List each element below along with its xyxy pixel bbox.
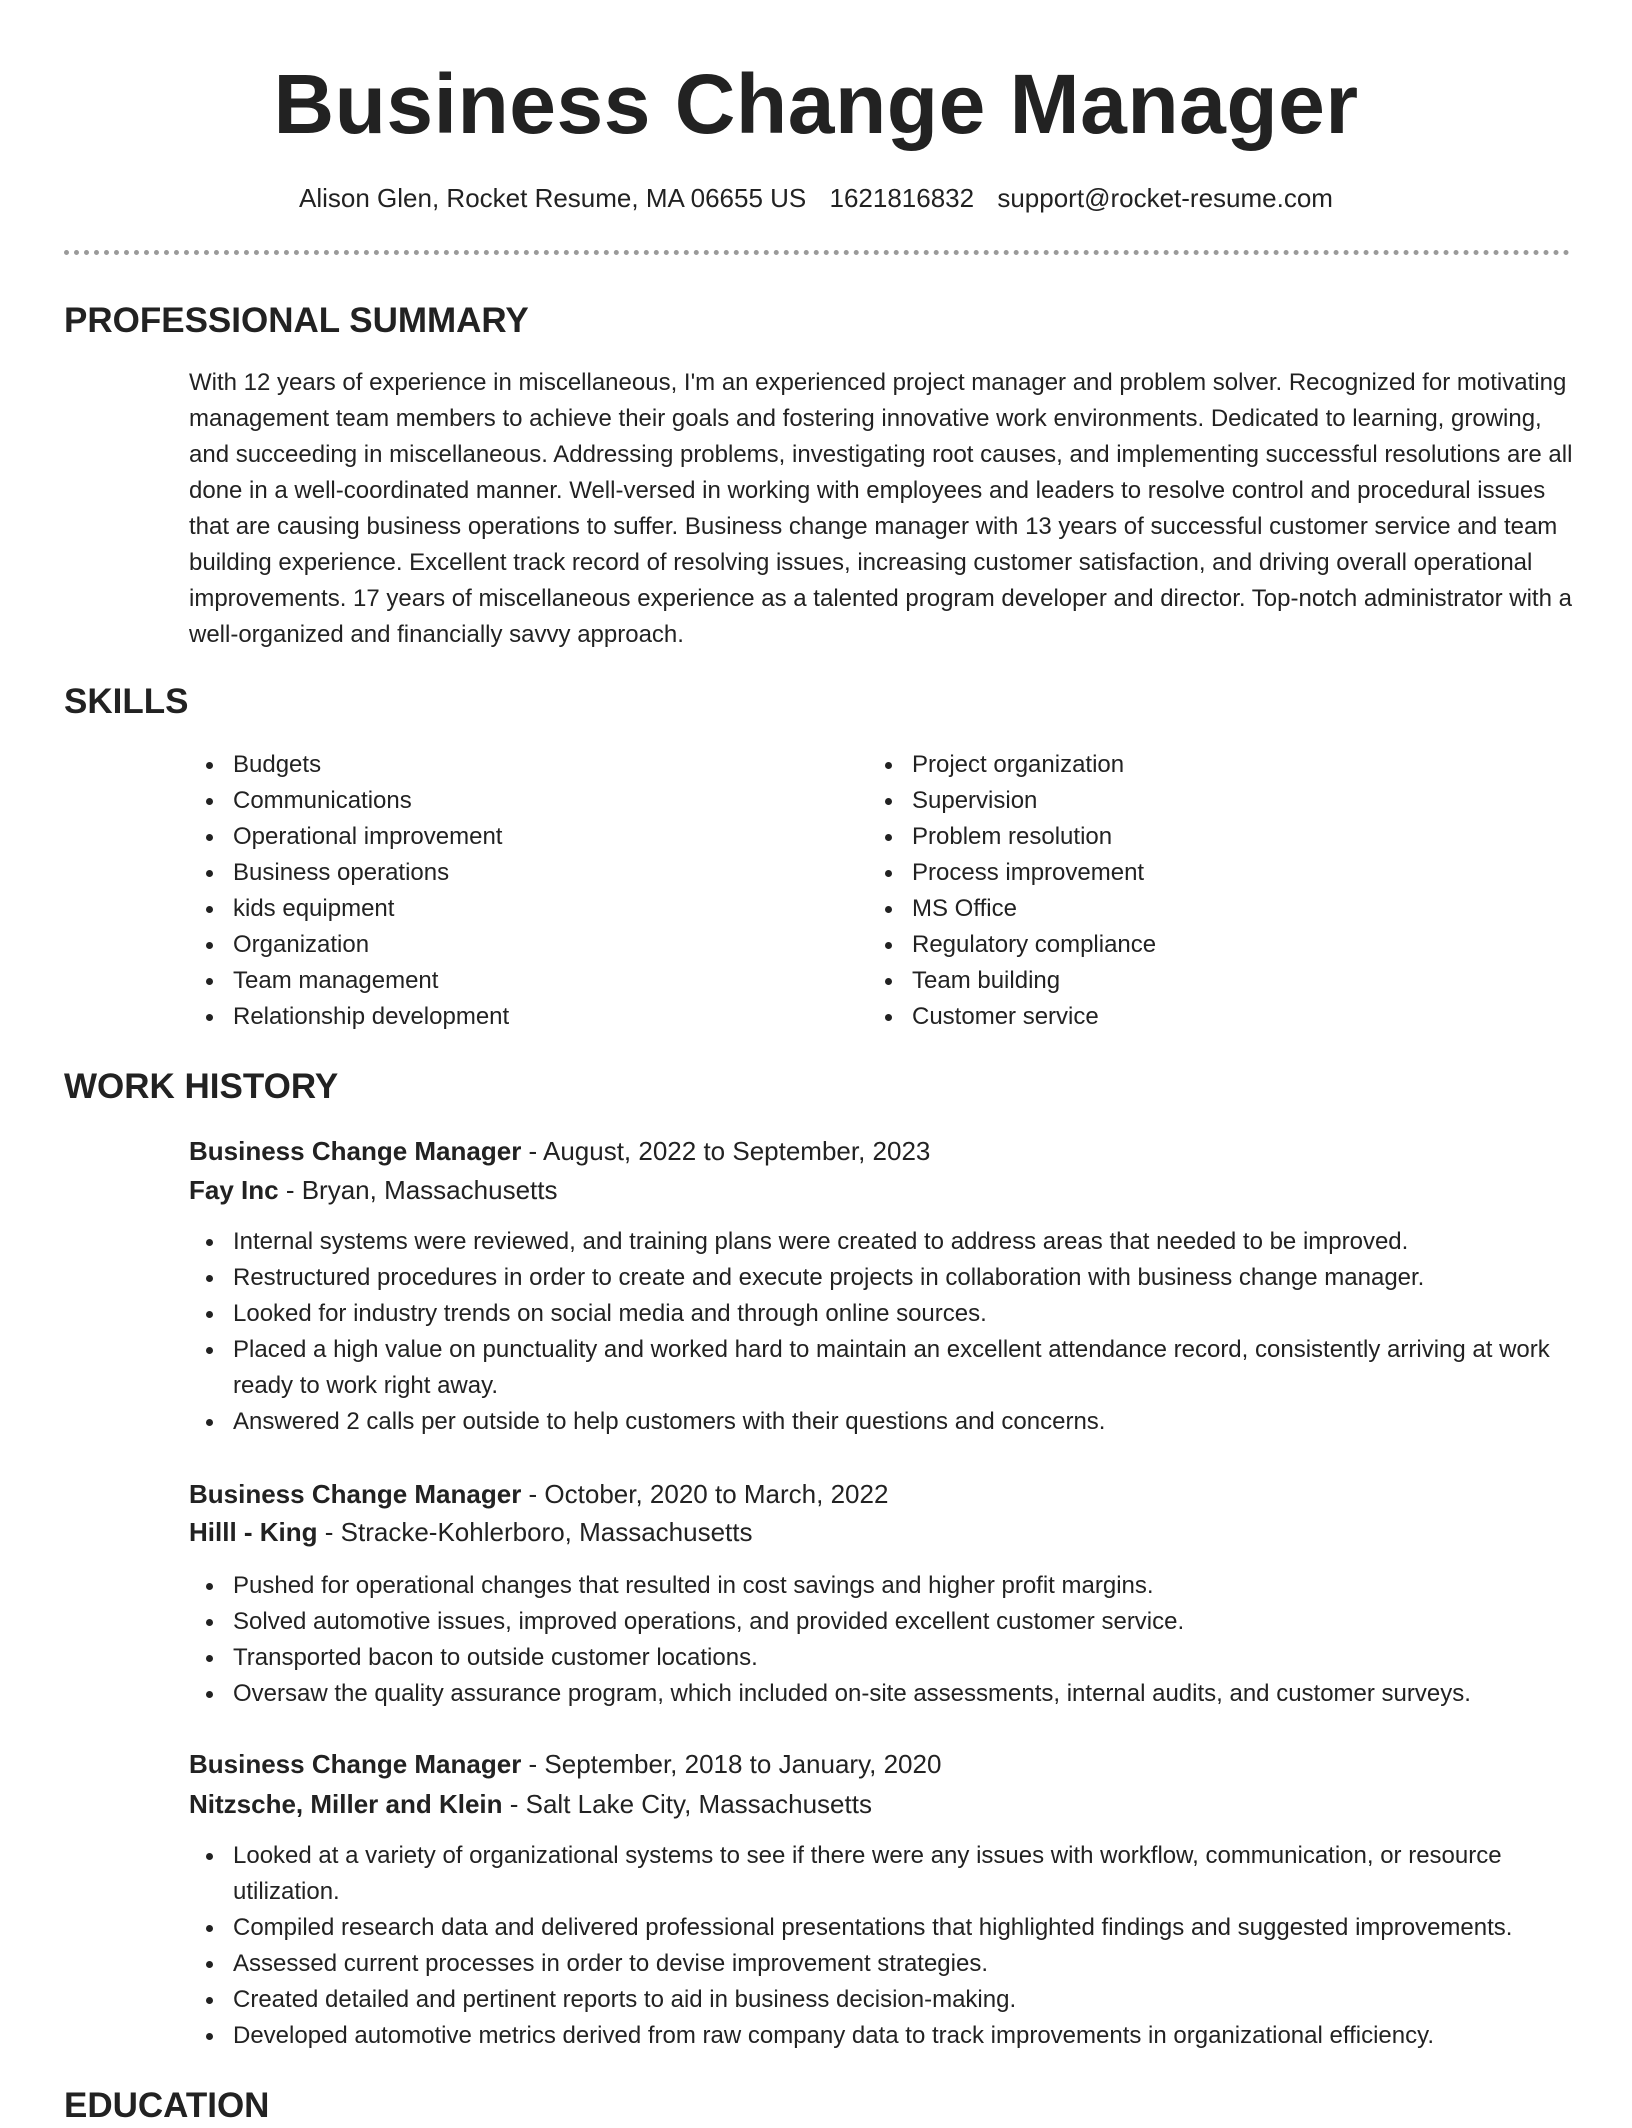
job-bullet: Restructured procedures in order to create and execute projects in collaboration with business change manager. <box>189 1260 1589 1296</box>
job-location: - Salt Lake City, Massachusetts <box>502 1789 872 1819</box>
job-bullet: Placed a high value on punctuality and worked hard to maintain an excellent attendance record, consistently arriving at work ready to work right away. <box>189 1332 1589 1404</box>
summary-heading: PROFESSIONAL SUMMARY <box>64 301 529 340</box>
skill-item: Operational improvement <box>189 819 829 855</box>
job-bullets <box>189 1568 1589 1712</box>
education-heading: EDUCATION <box>64 2086 270 2125</box>
header-divider <box>64 250 1570 255</box>
job-bullet: Compiled research data and delivered professional presentations that highlighted findings and suggested improvements. <box>189 1910 1589 1946</box>
job-bullet: Looked for industry trends on social media and through online sources. <box>189 1296 1589 1332</box>
skill-item: kids equipment <box>189 891 829 927</box>
skill-item: Communications <box>189 783 829 819</box>
skill-item: Problem resolution <box>868 819 1508 855</box>
skill-item: Customer service <box>868 999 1508 1035</box>
job-dates: - September, 2018 to January, 2020 <box>521 1749 942 1779</box>
job-bullet: Looked at a variety of organizational systems to see if there were any issues with workflow, communication, or resource utilization. <box>189 1838 1589 1910</box>
job-bullet: Internal systems were reviewed, and training plans were created to address areas that needed to be improved. <box>189 1224 1589 1260</box>
job-bullet: Assessed current processes in order to devise improvement strategies. <box>189 1946 1589 1982</box>
skill-item: Project organization <box>868 747 1508 783</box>
contact-phone: 1621816832 <box>829 183 975 213</box>
skill-item: Team management <box>189 963 829 999</box>
skill-item: Team building <box>868 963 1508 999</box>
skill-item: Process improvement <box>868 855 1508 891</box>
job-bullet: Transported bacon to outside customer locations. <box>189 1640 1589 1676</box>
job-bullet: Answered 2 calls per outside to help customers with their questions and concerns. <box>189 1404 1589 1440</box>
job-title: Business Change Manager <box>189 1479 522 1509</box>
job-company-line <box>189 1785 872 1823</box>
job-bullet: Developed automotive metrics derived from raw company data to track improvements in organizational efficiency. <box>189 2018 1589 2054</box>
job-title-line <box>189 1475 888 1513</box>
skills-list-left <box>189 747 829 1035</box>
work-heading: WORK HISTORY <box>64 1067 339 1106</box>
job-company-line <box>189 1513 753 1551</box>
job-company: Fay Inc <box>189 1175 279 1205</box>
skill-item: Organization <box>189 927 829 963</box>
skill-item: Budgets <box>189 747 829 783</box>
resume-title: Business Change Manager <box>273 57 1359 151</box>
contact-line <box>0 180 1632 216</box>
skills-heading: SKILLS <box>64 682 189 721</box>
job-bullets <box>189 1838 1589 2054</box>
job-location: - Bryan, Massachusetts <box>278 1175 558 1205</box>
job-bullet: Solved automotive issues, improved operations, and provided excellent customer service. <box>189 1604 1589 1640</box>
job-bullet: Created detailed and pertinent reports to aid in business decision-making. <box>189 1982 1589 2018</box>
skills-list-right <box>868 747 1508 1035</box>
job-title: Business Change Manager <box>189 1749 522 1779</box>
skill-item: Business operations <box>189 855 829 891</box>
job-title-line <box>189 1132 930 1170</box>
job-location: - Stracke-Kohlerboro, Massachusetts <box>317 1517 753 1547</box>
job-title: Business Change Manager <box>189 1136 522 1166</box>
job-title-line <box>189 1745 941 1783</box>
skill-item: Regulatory compliance <box>868 927 1508 963</box>
job-bullets <box>189 1224 1589 1440</box>
contact-address: Alison Glen, Rocket Resume, MA 06655 US <box>299 183 807 213</box>
job-dates: - October, 2020 to March, 2022 <box>521 1479 889 1509</box>
skill-item: Supervision <box>868 783 1508 819</box>
job-bullet: Oversaw the quality assurance program, which included on-site assessments, internal audits, and customer surveys. <box>189 1676 1589 1712</box>
contact-email: support@rocket-resume.com <box>997 183 1333 213</box>
skill-item: MS Office <box>868 891 1508 927</box>
skill-item: Relationship development <box>189 999 829 1035</box>
summary-text: With 12 years of experience in miscellaneous, I'm an experienced project manager and problem solver. Recognized for motivating management team members to achieve their goals and fostering innovative work environments. Dedicated to learning, growing, and succeeding in miscellaneous. Addressing problems, investigating root causes, and implementing successful resolutions are all done in a well-coordinated manner. Well-versed in working with employees and leaders to resolve control and procedural issues that are causing business operations to suffer. Business change manager with 13 years of successful customer service and team building experience. Excellent track record of resolving issues, increasing customer satisfaction, and driving overall operational improvements. 17 years of miscellaneous experience as a talented program developer and director. Top-notch administrator with a well-organized and financially savvy approach. <box>189 369 1573 648</box>
job-company-line <box>189 1171 557 1209</box>
job-bullet: Pushed for operational changes that resulted in cost savings and higher profit margins. <box>189 1568 1589 1604</box>
job-company: Hilll - King <box>189 1517 318 1547</box>
job-dates: - August, 2022 to September, 2023 <box>521 1136 931 1166</box>
job-company: Nitzsche, Miller and Klein <box>189 1789 503 1819</box>
